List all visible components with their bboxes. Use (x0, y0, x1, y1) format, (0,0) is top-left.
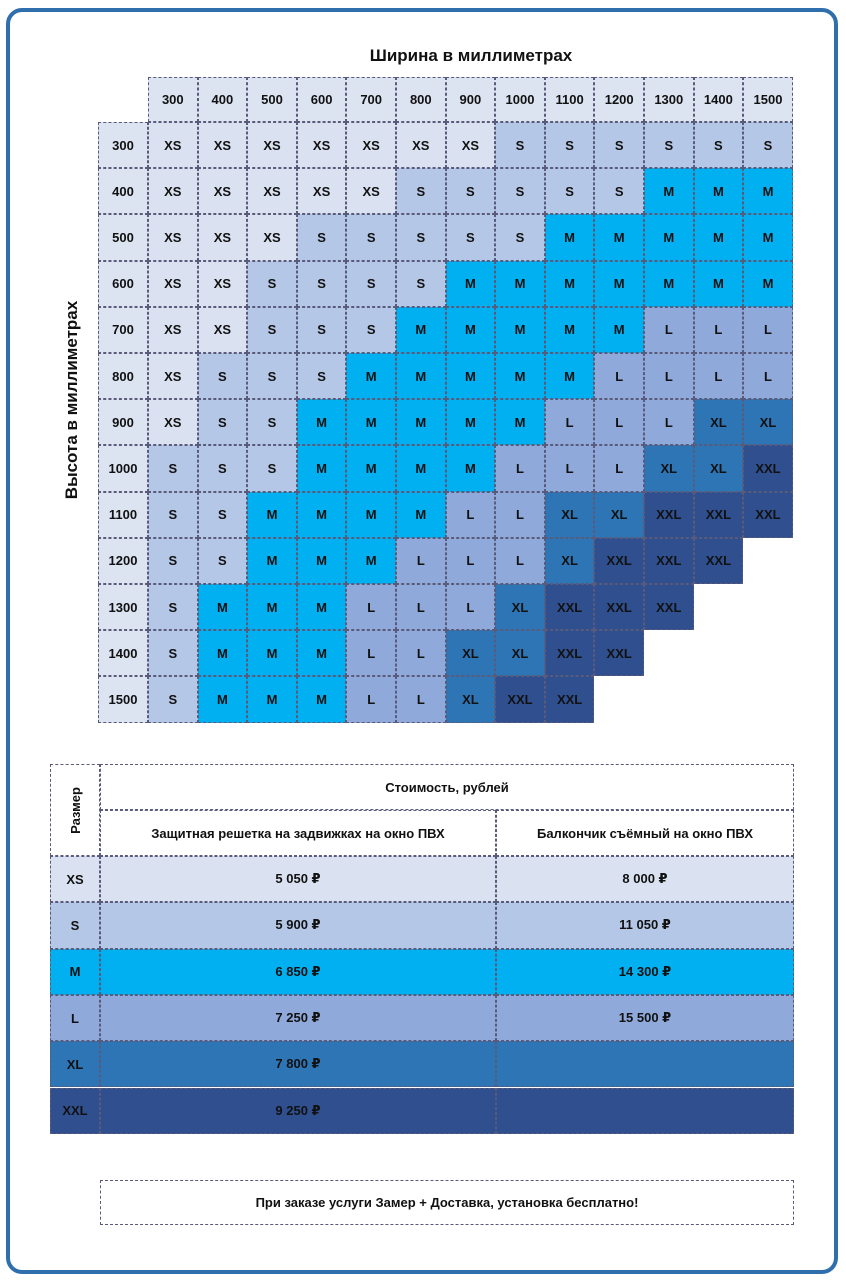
size-cell: S (148, 445, 198, 491)
width-header-800: 800 (396, 77, 446, 122)
width-header-1200: 1200 (594, 77, 644, 122)
size-cell: M (545, 307, 595, 353)
size-cell: S (495, 122, 545, 168)
size-cell: L (644, 307, 694, 353)
width-header-1500: 1500 (743, 77, 793, 122)
size-cell: XXL (594, 630, 644, 676)
size-cell: L (644, 353, 694, 399)
size-cell: S (198, 399, 248, 445)
width-header-900: 900 (446, 77, 496, 122)
size-header-cell (50, 764, 100, 856)
size-cell: L (694, 307, 744, 353)
size-cell: XL (743, 399, 793, 445)
size-cell: L (545, 399, 595, 445)
size-cell: XS (148, 122, 198, 168)
width-header-300: 300 (148, 77, 198, 122)
price-size-XL: XL (50, 1041, 100, 1087)
size-cell: S (247, 399, 297, 445)
size-cell: M (198, 630, 248, 676)
size-cell: XS (297, 122, 347, 168)
price-grille: 6 850 ₽ (100, 949, 496, 995)
size-cell: XL (545, 492, 595, 538)
size-cell: S (247, 445, 297, 491)
size-cell: M (297, 492, 347, 538)
size-cell: S (594, 122, 644, 168)
size-cell: M (495, 399, 545, 445)
width-axis-title: Ширина в миллиметрах (369, 46, 573, 65)
price-balcony: 15 500 ₽ (496, 995, 794, 1041)
size-cell: S (198, 492, 248, 538)
size-cell: L (446, 538, 496, 584)
size-cell: XXL (743, 492, 793, 538)
size-cell: L (346, 584, 396, 630)
height-axis-title-text: Высота в миллиметрах (62, 300, 81, 500)
size-cell: XS (148, 399, 198, 445)
size-cell: S (396, 261, 446, 307)
size-cell: XXL (545, 584, 595, 630)
size-cell: XS (247, 214, 297, 260)
size-cell: L (396, 538, 446, 584)
size-cell: XXL (644, 538, 694, 584)
height-header-800: 800 (98, 353, 148, 399)
size-cell: M (297, 399, 347, 445)
cost-header: Стоимость, рублей (100, 764, 794, 810)
size-cell: XL (694, 445, 744, 491)
price-grille: 7 250 ₽ (100, 995, 496, 1041)
price-grille: 5 050 ₽ (100, 856, 496, 902)
size-cell: L (396, 630, 446, 676)
size-cell: XS (247, 122, 297, 168)
price-balcony: 14 300 ₽ (496, 949, 794, 995)
size-cell: M (396, 353, 446, 399)
size-cell: M (247, 492, 297, 538)
size-cell: XS (446, 122, 496, 168)
size-cell: XXL (644, 492, 694, 538)
price-balcony (496, 1088, 794, 1134)
footer-note: При заказе услуги Замер + Доставка, установка бесплатно! (100, 1180, 794, 1225)
height-header-500: 500 (98, 214, 148, 260)
size-cell: S (446, 168, 496, 214)
size-cell: S (396, 168, 446, 214)
width-header-1300: 1300 (644, 77, 694, 122)
size-cell: M (446, 307, 496, 353)
size-cell: XS (198, 307, 248, 353)
width-header-400: 400 (198, 77, 248, 122)
size-cell: L (346, 676, 396, 722)
size-cell: M (545, 261, 595, 307)
size-cell: M (297, 676, 347, 722)
size-cell: L (594, 445, 644, 491)
size-cell: M (743, 214, 793, 260)
size-cell: M (297, 584, 347, 630)
size-cell: L (694, 353, 744, 399)
price-balcony (496, 1041, 794, 1087)
size-cell: M (594, 214, 644, 260)
price-size-M: M (50, 949, 100, 995)
width-header-1400: 1400 (694, 77, 744, 122)
size-cell: M (644, 214, 694, 260)
size-cell: XS (198, 122, 248, 168)
size-cell: M (247, 538, 297, 584)
price-size-XS: XS (50, 856, 100, 902)
size-cell: XS (346, 122, 396, 168)
size-cell: M (446, 445, 496, 491)
size-cell: M (247, 584, 297, 630)
size-cell: M (644, 261, 694, 307)
height-header-1100: 1100 (98, 492, 148, 538)
size-cell: M (495, 307, 545, 353)
price-grille: 7 800 ₽ (100, 1041, 496, 1087)
size-cell: XL (495, 584, 545, 630)
size-cell: L (495, 538, 545, 584)
size-cell: XS (148, 353, 198, 399)
size-cell: M (396, 445, 446, 491)
size-cell: XS (346, 168, 396, 214)
size-cell: M (594, 261, 644, 307)
price-size-XXL: XXL (50, 1088, 100, 1134)
size-cell: XL (446, 630, 496, 676)
size-cell: M (247, 630, 297, 676)
width-header-600: 600 (297, 77, 347, 122)
size-cell: XXL (694, 492, 744, 538)
size-cell: XXL (594, 584, 644, 630)
price-balcony: 8 000 ₽ (496, 856, 794, 902)
size-cell: M (446, 353, 496, 399)
size-cell: XXL (594, 538, 644, 584)
size-cell: L (396, 584, 446, 630)
size-cell: M (396, 399, 446, 445)
size-cell: XL (495, 630, 545, 676)
size-cell: M (594, 307, 644, 353)
height-header-1200: 1200 (98, 538, 148, 584)
size-cell: M (644, 168, 694, 214)
size-cell: S (644, 122, 694, 168)
size-cell: S (495, 168, 545, 214)
size-cell: M (346, 399, 396, 445)
price-grille: 9 250 ₽ (100, 1088, 496, 1134)
size-cell: XXL (694, 538, 744, 584)
size-cell: XS (148, 214, 198, 260)
size-cell: XL (694, 399, 744, 445)
size-cell: XXL (495, 676, 545, 722)
price-size-L: L (50, 995, 100, 1041)
size-cell: S (446, 214, 496, 260)
size-cell: L (495, 445, 545, 491)
size-cell: XS (396, 122, 446, 168)
size-cell: S (198, 445, 248, 491)
size-cell: XL (594, 492, 644, 538)
size-cell: L (594, 399, 644, 445)
height-header-700: 700 (98, 307, 148, 353)
size-cell: M (495, 261, 545, 307)
size-cell: S (694, 122, 744, 168)
size-cell: XXL (545, 630, 595, 676)
size-cell: S (198, 353, 248, 399)
size-cell: M (743, 168, 793, 214)
height-header-1400: 1400 (98, 630, 148, 676)
size-cell: L (545, 445, 595, 491)
width-header-700: 700 (346, 77, 396, 122)
size-cell: S (297, 307, 347, 353)
height-header-400: 400 (98, 168, 148, 214)
size-cell: S (198, 538, 248, 584)
width-header-1000: 1000 (495, 77, 545, 122)
size-cell: M (495, 353, 545, 399)
price-size-S: S (50, 902, 100, 948)
size-cell: L (644, 399, 694, 445)
size-cell: S (495, 214, 545, 260)
size-cell: M (396, 492, 446, 538)
size-cell: M (297, 630, 347, 676)
size-cell: M (396, 307, 446, 353)
size-cell: XL (644, 445, 694, 491)
size-cell: S (297, 261, 347, 307)
size-cell: S (148, 538, 198, 584)
size-cell: S (346, 261, 396, 307)
size-cell: S (743, 122, 793, 168)
size-cell: S (545, 122, 595, 168)
width-header-500: 500 (247, 77, 297, 122)
size-cell: XS (148, 168, 198, 214)
size-cell: XS (198, 168, 248, 214)
size-cell: M (743, 261, 793, 307)
size-cell: S (148, 676, 198, 722)
size-cell: L (743, 307, 793, 353)
size-cell: S (247, 353, 297, 399)
size-cell: XS (198, 261, 248, 307)
size-header: Размер (67, 786, 83, 834)
size-cell: M (297, 445, 347, 491)
size-cell: L (346, 630, 396, 676)
size-cell: M (446, 399, 496, 445)
col2-header: Балкончик съёмный на окно ПВХ (496, 810, 794, 856)
size-cell: M (694, 168, 744, 214)
size-cell: XS (247, 168, 297, 214)
size-cell: XL (545, 538, 595, 584)
size-cell: M (446, 261, 496, 307)
size-cell: S (297, 353, 347, 399)
size-cell: M (198, 676, 248, 722)
size-cell: M (346, 445, 396, 491)
size-cell: S (148, 492, 198, 538)
size-cell: S (148, 630, 198, 676)
height-header-1000: 1000 (98, 445, 148, 491)
size-cell: M (545, 214, 595, 260)
size-cell: S (346, 214, 396, 260)
size-cell: S (545, 168, 595, 214)
col1-header: Защитная решетка на задвижках на окно ПВХ (100, 810, 496, 856)
width-header-1100: 1100 (545, 77, 595, 122)
size-cell: M (694, 214, 744, 260)
size-cell: XS (148, 261, 198, 307)
size-cell: L (396, 676, 446, 722)
size-cell: XXL (644, 584, 694, 630)
price-grille: 5 900 ₽ (100, 902, 496, 948)
size-cell: S (247, 261, 297, 307)
size-cell: S (594, 168, 644, 214)
size-cell: M (297, 538, 347, 584)
size-cell: XL (446, 676, 496, 722)
size-cell: XXL (743, 445, 793, 491)
size-cell: L (446, 584, 496, 630)
size-cell: S (346, 307, 396, 353)
size-cell: S (148, 584, 198, 630)
size-cell: XXL (545, 676, 595, 722)
size-cell: M (247, 676, 297, 722)
size-cell: L (743, 353, 793, 399)
size-cell: L (446, 492, 496, 538)
height-header-300: 300 (98, 122, 148, 168)
size-cell: S (247, 307, 297, 353)
size-cell: L (495, 492, 545, 538)
size-cell: M (545, 353, 595, 399)
size-cell: L (594, 353, 644, 399)
size-cell: M (346, 492, 396, 538)
size-cell: M (198, 584, 248, 630)
height-header-600: 600 (98, 261, 148, 307)
size-cell: M (346, 538, 396, 584)
size-cell: S (396, 214, 446, 260)
size-cell: M (346, 353, 396, 399)
size-cell: XS (148, 307, 198, 353)
height-header-1500: 1500 (98, 676, 148, 722)
size-cell: S (297, 214, 347, 260)
price-balcony: 11 050 ₽ (496, 902, 794, 948)
size-cell: XS (198, 214, 248, 260)
size-cell: M (694, 261, 744, 307)
height-header-1300: 1300 (98, 584, 148, 630)
height-header-900: 900 (98, 399, 148, 445)
size-cell: XS (297, 168, 347, 214)
